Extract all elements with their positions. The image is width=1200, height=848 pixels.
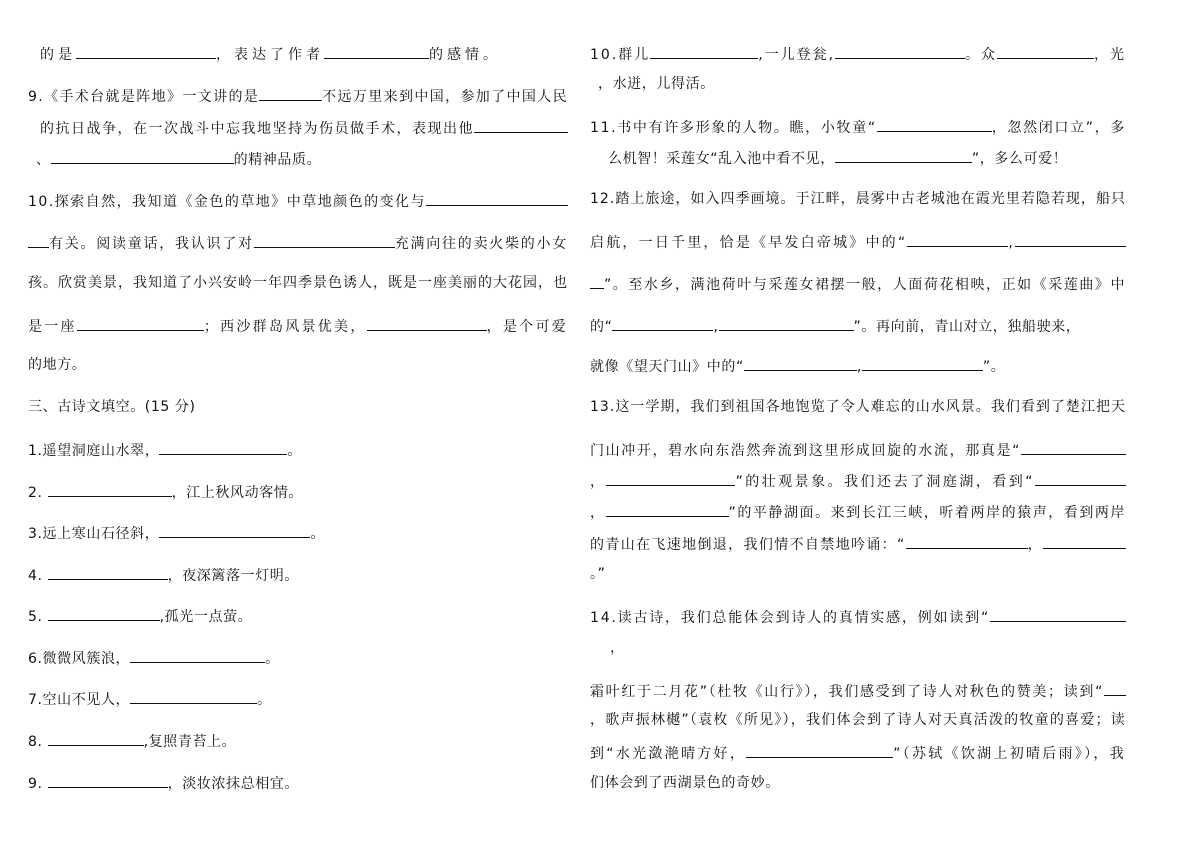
- question-text: 9.《手术台就是阵地》一文讲的是: [28, 89, 260, 105]
- answer-blank[interactable]: [1021, 440, 1126, 455]
- answer-blank[interactable]: [130, 689, 257, 704]
- answer-blank[interactable]: [1015, 232, 1126, 247]
- right-text-line: [598, 75, 715, 93]
- question-text: 3.远上寒山石径斜，: [28, 526, 160, 542]
- left-text-line: [28, 86, 568, 106]
- answer-blank[interactable]: [48, 565, 168, 580]
- left-text-line: [28, 356, 86, 374]
- question-text: 4.: [28, 568, 48, 584]
- right-text-line: [590, 565, 605, 583]
- question-text: 。: [257, 692, 272, 708]
- left-text-line: [28, 191, 568, 211]
- answer-blank[interactable]: [254, 233, 395, 248]
- question-text: 就像《望天门山》中的“: [590, 359, 744, 375]
- question-text: 10.群儿: [590, 47, 651, 63]
- question-text: 孩。欣赏美景，我知道了小兴安岭一年四季景色诱人，既是一座美丽的大花园，也: [28, 275, 568, 291]
- question-text: 的青山在飞速地倒退，我们情不自禁地吟诵：“: [590, 537, 906, 553]
- question-text: 到“水光潋滟晴方好，: [590, 746, 747, 762]
- answer-blank[interactable]: [907, 232, 1008, 247]
- question-text: ，: [610, 640, 625, 656]
- answer-blank[interactable]: [48, 482, 172, 497]
- question-text: ，江上秋风动客情。: [171, 485, 304, 501]
- right-text-line: [590, 232, 1126, 252]
- question-text: ，: [590, 474, 607, 490]
- question-text: ,: [856, 359, 862, 375]
- answer-blank[interactable]: [324, 44, 429, 59]
- left-text-line: [28, 565, 299, 585]
- answer-blank[interactable]: [744, 356, 857, 371]
- question-text: 。: [265, 651, 280, 667]
- answer-blank[interactable]: [606, 471, 735, 486]
- question-text: ，是个可爱: [486, 319, 569, 335]
- question-text: ，: [590, 505, 606, 521]
- left-text-line: [28, 398, 196, 416]
- question-text: 三、古诗文填空。(15 分): [28, 399, 196, 415]
- right-text-line: [590, 502, 1126, 522]
- question-text: ，淡妆浓抹总相宜。: [167, 776, 300, 792]
- answer-blank[interactable]: [77, 316, 204, 331]
- answer-blank[interactable]: [159, 523, 310, 538]
- right-text-line: [590, 274, 1126, 294]
- question-text: 。: [310, 526, 325, 542]
- question-text: 么机智！采莲女“乱入池中看不见，: [608, 151, 835, 167]
- answer-blank[interactable]: [997, 44, 1094, 59]
- question-text: 的精神品质。: [233, 152, 322, 168]
- answer-blank[interactable]: [746, 743, 893, 758]
- question-text: 有关。阅读童话，我认识了对: [49, 236, 254, 252]
- question-text: 。: [287, 443, 302, 459]
- answer-blank[interactable]: [835, 44, 965, 59]
- answer-blank[interactable]: [48, 731, 144, 746]
- question-text: 13.这一学期，我们到祖国各地饱览了令人难忘的山水风景。我们看到了楚江把天: [590, 399, 1126, 415]
- question-text: 启航，一日千里，恰是《早发白帝城》中的“: [590, 235, 908, 251]
- question-text: 8.: [28, 734, 48, 750]
- right-text-line: [590, 681, 1126, 701]
- question-text: 10.探索自然，我知道《金色的草地》中草地颜色的变化与: [28, 194, 426, 210]
- left-text-line: [40, 118, 568, 138]
- answer-blank[interactable]: [130, 648, 265, 663]
- right-text-line: [590, 190, 1126, 208]
- question-text: 11.书中有许多形象的人物。瞧，小牧童“: [590, 120, 877, 136]
- right-text-line: [590, 743, 1126, 763]
- right-text-line: [590, 356, 1005, 376]
- question-text: 、: [36, 152, 51, 168]
- question-text: 5.: [28, 609, 48, 625]
- answer-blank[interactable]: [719, 316, 854, 331]
- question-text: ,: [1008, 235, 1015, 251]
- question-text: 霜叶红于二月花”（杜牧《山行》），我们感受到了诗人对秋色的赞美；读到“: [590, 684, 1104, 700]
- right-text-line: [590, 534, 1126, 554]
- answer-blank[interactable]: [906, 534, 1028, 549]
- right-text-line: [590, 440, 1126, 460]
- right-text-line: [590, 117, 1126, 137]
- question-text: 的感情。: [429, 47, 501, 63]
- answer-blank[interactable]: [612, 316, 713, 331]
- question-text: ,: [713, 319, 719, 335]
- question-text: 的是: [40, 47, 76, 63]
- question-text: 12.踏上旅途，如入四季画境。于江畔，晨雾中古老城池在霞光里若隐若现，船只: [590, 191, 1126, 207]
- answer-blank[interactable]: [259, 86, 322, 101]
- right-text-line: [610, 639, 625, 657]
- left-text-line: [40, 44, 501, 64]
- answer-blank[interactable]: [590, 274, 604, 289]
- question-text: 们体会到了西湖景色的奇妙。: [590, 775, 780, 791]
- answer-blank[interactable]: [474, 118, 568, 133]
- answer-blank[interactable]: [48, 606, 160, 621]
- left-text-line: [28, 773, 299, 793]
- right-text-line: [590, 316, 1080, 336]
- question-text: 不远万里来到中国，参加了中国人民: [322, 89, 568, 105]
- right-text-line: [590, 398, 1126, 416]
- question-text: 的“: [590, 319, 613, 335]
- answer-blank[interactable]: [159, 440, 287, 455]
- answer-blank[interactable]: [862, 356, 983, 371]
- left-text-line: [28, 440, 302, 460]
- answer-blank[interactable]: [367, 316, 487, 331]
- left-text-line: [28, 274, 568, 292]
- question-text: ,孤光一点萤。: [159, 609, 253, 625]
- question-text: 充满向往的卖火柴的小女: [394, 236, 568, 252]
- answer-blank[interactable]: [1035, 471, 1126, 486]
- answer-blank[interactable]: [51, 149, 234, 164]
- question-text: ”（苏轼《饮湖上初晴后雨》），我: [893, 746, 1126, 762]
- left-text-line: [28, 731, 236, 751]
- answer-blank[interactable]: [835, 148, 972, 163]
- answer-blank[interactable]: [606, 502, 729, 517]
- question-text: ,一儿登瓮,: [758, 47, 836, 63]
- question-text: 的地方。: [28, 357, 87, 373]
- answer-blank[interactable]: [877, 117, 992, 132]
- question-text: ，光: [1094, 47, 1126, 63]
- question-text: ，忽然闭口立”，多: [991, 120, 1126, 136]
- left-text-line: [28, 523, 325, 543]
- question-text: ，歌声振林樾”（袁枚《所见》），我们体会到了诗人对天真活泼的牧童的喜爱；读: [590, 712, 1126, 728]
- question-text: 1.遥望洞庭山水翠，: [28, 443, 160, 459]
- question-text: ”的壮观景象。我们还去了洞庭湖，看到“: [735, 474, 1035, 490]
- question-text: ，水迸，儿得活。: [598, 76, 715, 92]
- question-text: 的抗日战争，在一次战斗中忘我地坚持为伤员做手术，表现出他: [40, 121, 474, 137]
- question-text: 9.: [28, 776, 48, 792]
- answer-blank[interactable]: [990, 607, 1126, 622]
- answer-blank[interactable]: [1104, 681, 1126, 696]
- question-text: ，表达了作者: [216, 47, 324, 63]
- question-text: ”，多么可爱！: [971, 151, 1068, 167]
- question-text: 是一座: [28, 319, 77, 335]
- right-text-line: [590, 471, 1126, 491]
- question-text: 7.空山不见人，: [28, 692, 131, 708]
- question-text: 2.: [28, 485, 48, 501]
- question-text: ”的平静湖面。来到长江三峡，听着两岸的猿声，看到两岸: [728, 505, 1126, 521]
- right-text-line: [590, 44, 1126, 64]
- question-text: ，夜深篱落一灯明。: [167, 568, 300, 584]
- question-text: ，: [1027, 537, 1043, 553]
- question-text: 。”: [590, 566, 606, 582]
- answer-blank[interactable]: [48, 773, 168, 788]
- question-text: ”。至水乡，满池荷叶与采莲女裙摆一般，人面荷花相映，正如《采莲曲》中: [604, 277, 1126, 293]
- left-text-line: [28, 482, 303, 502]
- left-text-line: [36, 149, 321, 169]
- answer-blank[interactable]: [1043, 534, 1126, 549]
- question-text: ”。: [982, 359, 1006, 375]
- question-text: 。众: [965, 47, 998, 63]
- left-text-line: [28, 648, 280, 668]
- left-text-line: [28, 606, 252, 626]
- right-text-line: [590, 607, 1126, 627]
- left-text-line: [28, 233, 568, 253]
- left-text-line: [28, 316, 568, 336]
- left-text-line: [28, 689, 272, 709]
- right-text-line: [590, 711, 1126, 729]
- question-text: ；西沙群岛风景优美，: [203, 319, 367, 335]
- question-text: 6.微微风簇浪，: [28, 651, 131, 667]
- question-text: 门山冲开，碧水向东浩然奔流到这里形成回旋的水流，那真是“: [590, 443, 1021, 459]
- right-text-line: [590, 774, 780, 792]
- answer-blank[interactable]: [650, 44, 758, 59]
- answer-blank[interactable]: [76, 44, 216, 59]
- question-text: ,复照青苔上。: [143, 734, 237, 750]
- question-text: ”。再向前，青山对立，独船驶来，: [853, 319, 1081, 335]
- right-text-line: [608, 148, 1067, 168]
- answer-blank[interactable]: [28, 233, 49, 248]
- question-text: 14.读古诗，我们总能体会到诗人的真情实感，例如读到“: [590, 610, 990, 626]
- answer-blank[interactable]: [426, 191, 568, 206]
